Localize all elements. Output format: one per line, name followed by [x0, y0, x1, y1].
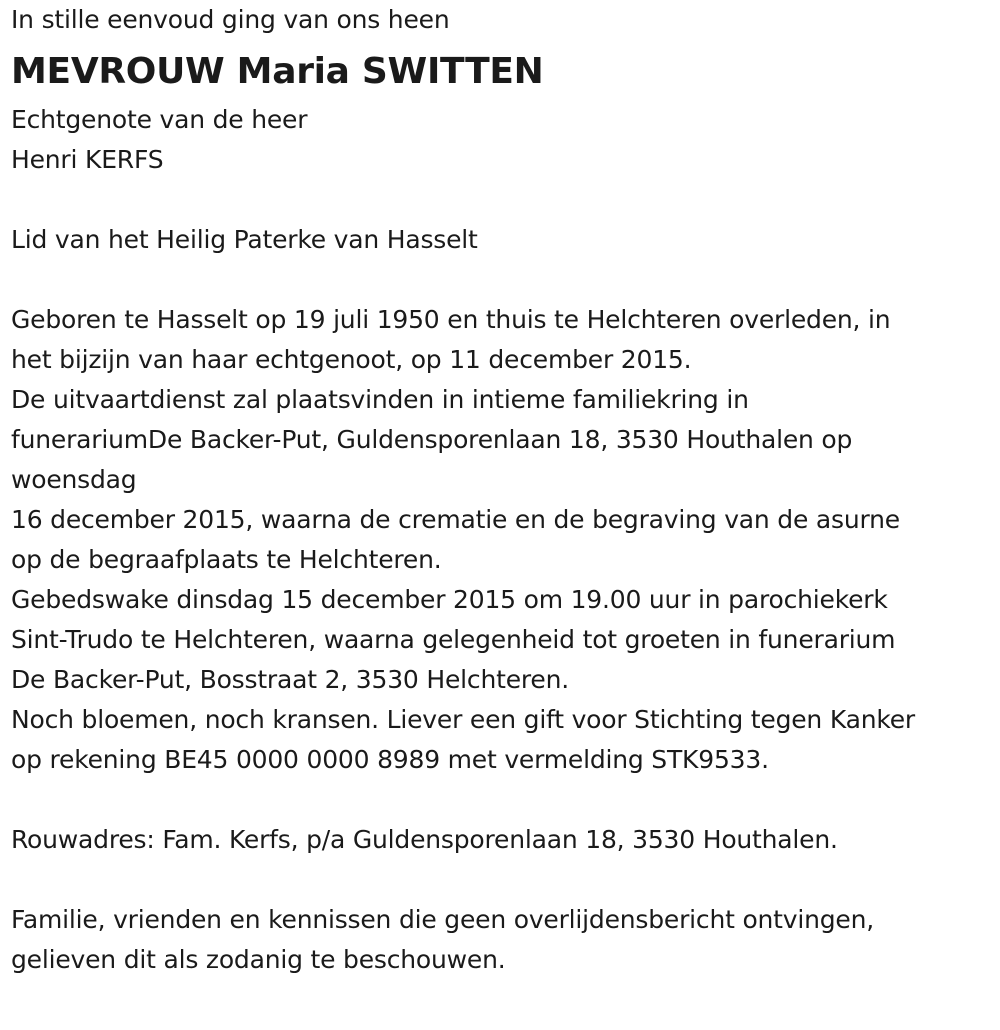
details-paragraph	[11, 300, 996, 780]
details-line: op rekening BE45 0000 0000 8989 met vermelding STK9533.	[11, 745, 769, 774]
details-line: Sint-Trudo te Helchteren, waarna gelegenheid tot groeten in funerarium	[11, 625, 896, 654]
membership-line: Lid van het Heilig Paterke van Hasselt	[11, 225, 478, 254]
intro-line: In stille eenvoud ging van ons heen	[11, 5, 450, 34]
details-line: op de begraafplaats te Helchteren.	[11, 545, 442, 574]
details-line: De uitvaartdienst zal plaatsvinden in intieme familiekring in	[11, 385, 749, 414]
spacer	[11, 780, 996, 820]
details-line: 16 december 2015, waarna de crematie en de begraving van de asurne	[11, 505, 900, 534]
spouse-line-2: Henri KERFS	[11, 145, 164, 174]
details-line: Gebedswake dinsdag 15 december 2015 om 19.00 uur in parochiekerk	[11, 585, 888, 614]
spacer	[11, 180, 996, 220]
closing-line-1: Familie, vrienden en kennissen die geen overlijdensbericht ontvingen,	[11, 905, 875, 934]
mourning-address: Rouwadres: Fam. Kerfs, p/a Guldensporenlaan 18, 3530 Houthalen.	[11, 825, 838, 854]
details-line: woensdag	[11, 465, 137, 494]
details-line: Noch bloemen, noch kransen. Liever een gift voor Stichting tegen Kanker	[11, 705, 915, 734]
deceased-name: MEVROUW Maria SWITTEN	[11, 51, 544, 92]
details-line: De Backer-Put, Bosstraat 2, 3530 Helchteren.	[11, 665, 569, 694]
details-line: het bijzijn van haar echtgenoot, op 11 december 2015.	[11, 345, 692, 374]
spacer	[11, 260, 996, 300]
details-line: funerariumDe Backer-Put, Guldensporenlaan 18, 3530 Houthalen op	[11, 425, 853, 454]
obituary-notice	[11, 0, 996, 980]
spouse-line-1: Echtgenote van de heer	[11, 105, 308, 134]
spacer	[11, 860, 996, 900]
details-line: Geboren te Hasselt op 19 juli 1950 en thuis te Helchteren overleden, in	[11, 305, 891, 334]
closing-line-2: gelieven dit als zodanig te beschouwen.	[11, 945, 506, 974]
